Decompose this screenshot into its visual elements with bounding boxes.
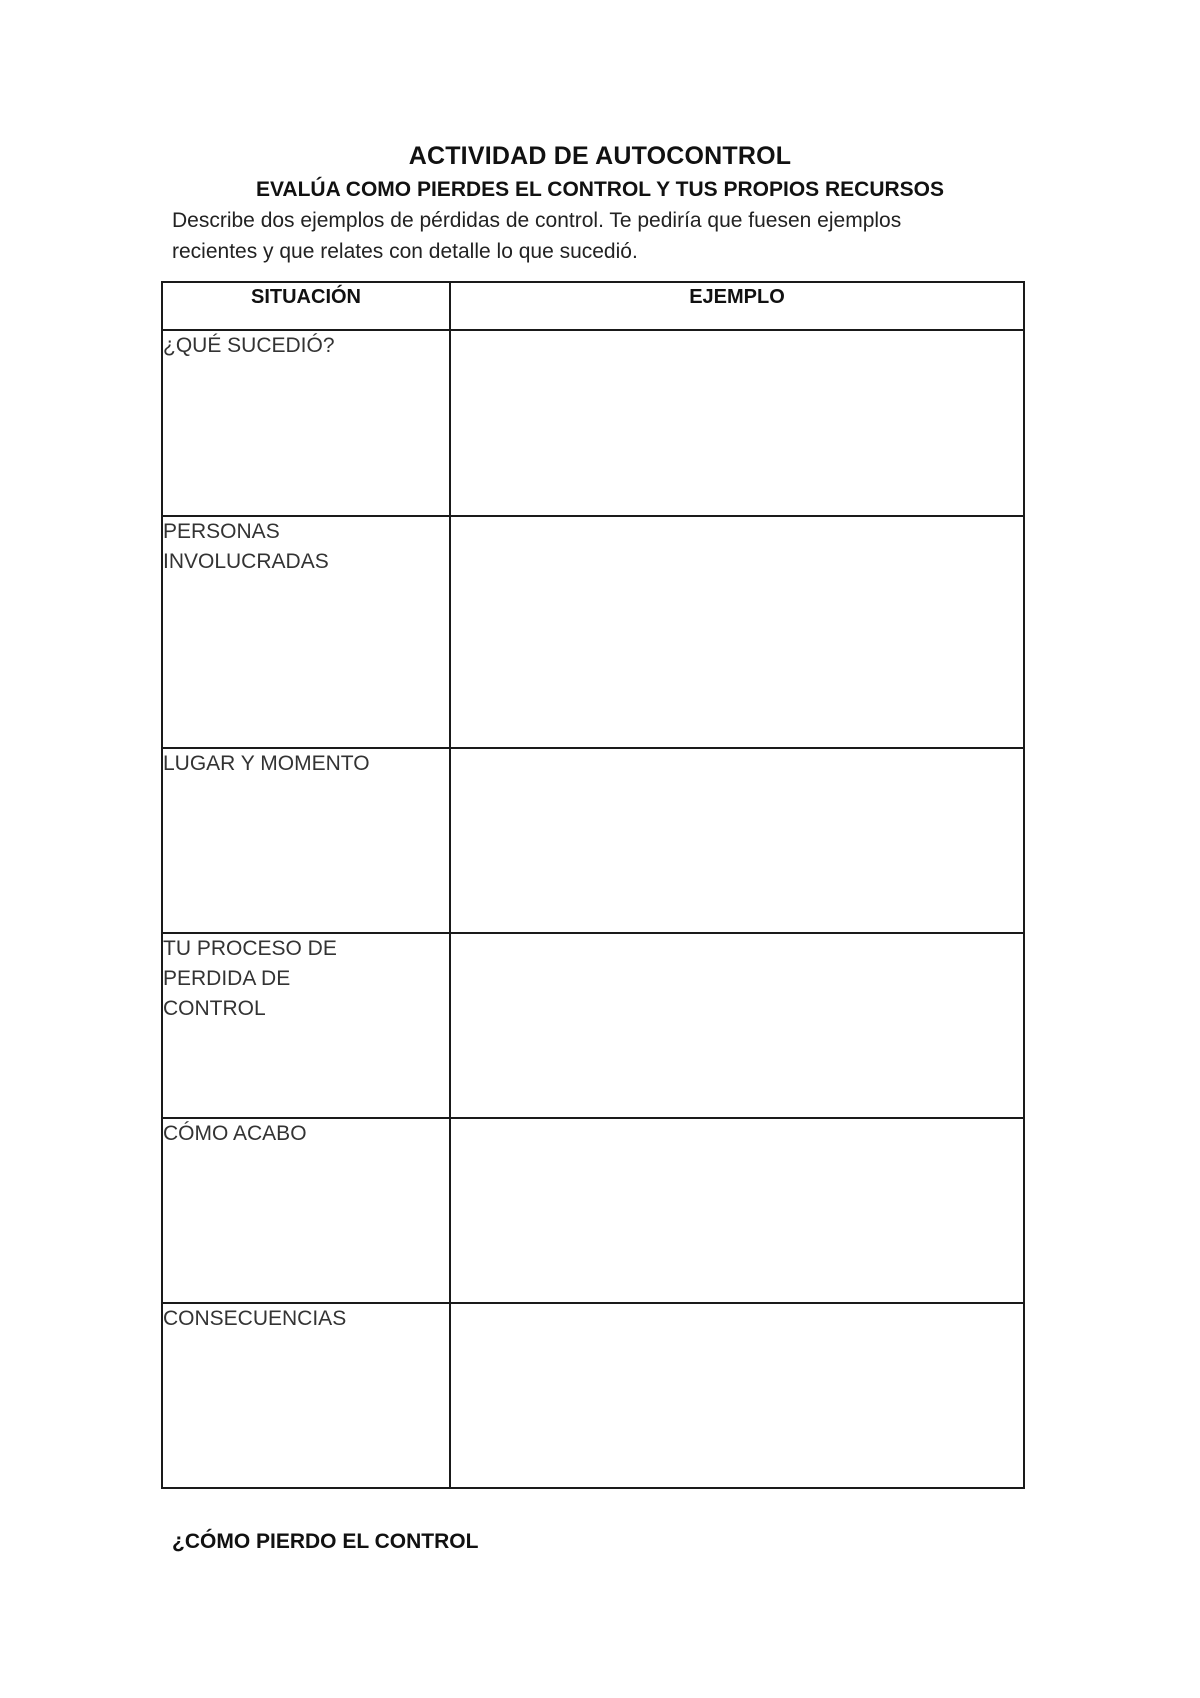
section-question: ¿CÓMO PIERDO EL CONTROL [172, 1530, 479, 1553]
column-header-ejemplo: EJEMPLO [450, 282, 1024, 330]
table-row [162, 933, 1024, 1118]
row-label-proceso-perdida-control [162, 933, 450, 1118]
answer-cell-lugar-y-momento[interactable] [450, 748, 1024, 933]
column-header-situacion: SITUACIÓN [162, 282, 450, 330]
table-row [162, 1118, 1024, 1303]
answer-cell-consecuencias[interactable] [450, 1303, 1024, 1488]
table-row [162, 330, 1024, 516]
table-row [162, 748, 1024, 933]
row-label-consecuencias [162, 1303, 450, 1488]
instructions [172, 205, 1042, 267]
row-label-line: CONSECUENCIAS [163, 1307, 347, 1330]
row-label-como-acabo [162, 1118, 450, 1303]
row-label-line: PERSONAS [163, 520, 280, 543]
row-label-lugar-y-momento [162, 748, 450, 933]
worksheet-table [161, 281, 1025, 1489]
row-label-line: ¿QUÉ SUCEDIÓ? [163, 334, 335, 357]
row-label-line: INVOLUCRADAS [163, 550, 329, 573]
table-row [162, 516, 1024, 748]
row-label-que-sucedio [162, 330, 450, 516]
page-title: ACTIVIDAD DE AUTOCONTROL [408, 142, 792, 170]
answer-cell-personas-involucradas[interactable] [450, 516, 1024, 748]
instructions-line-2: recientes y que relates con detalle lo que sucedió. [172, 240, 638, 263]
table-header-row [162, 282, 1024, 330]
row-label-line: CÓMO ACABO [163, 1122, 307, 1145]
row-label-line: TU PROCESO DE [163, 937, 337, 960]
table-row [162, 1303, 1024, 1488]
row-label-personas-involucradas [162, 516, 450, 748]
row-label-line: CONTROL [163, 997, 266, 1020]
answer-cell-que-sucedio[interactable] [450, 330, 1024, 516]
answer-cell-proceso-perdida-control[interactable] [450, 933, 1024, 1118]
answer-cell-como-acabo[interactable] [450, 1118, 1024, 1303]
row-label-line: PERDIDA DE [163, 967, 291, 990]
row-label-line: LUGAR Y MOMENTO [163, 752, 370, 775]
instructions-line-1: Describe dos ejemplos de pérdidas de control. Te pediría que fuesen ejemplos [172, 209, 902, 232]
page-subtitle: EVALÚA COMO PIERDES EL CONTROL Y TUS PROPIOS RECURSOS [255, 178, 945, 201]
